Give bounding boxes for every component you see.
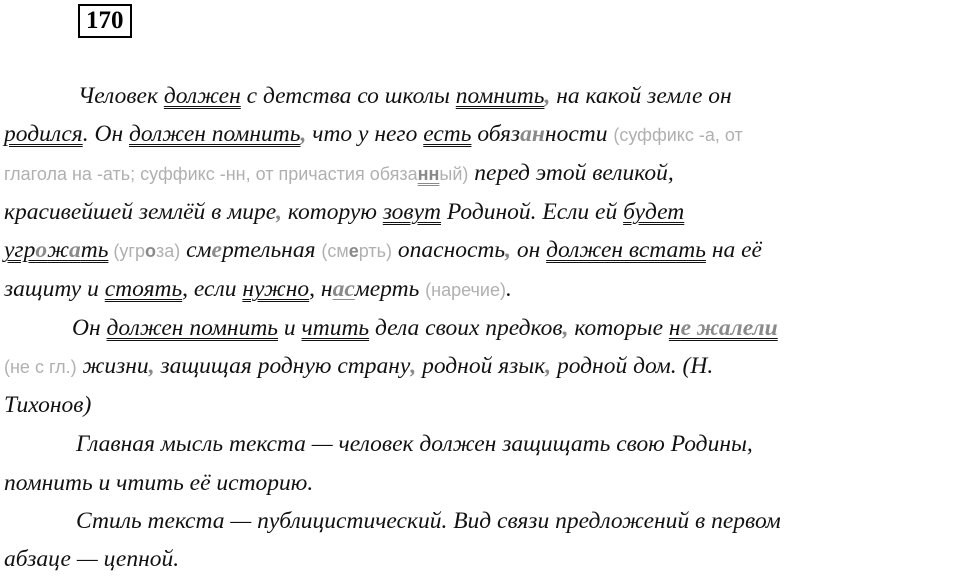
text: защиту и <box>4 276 105 302</box>
text: Человек <box>78 83 164 109</box>
comma-mark: , <box>410 353 417 379</box>
text-line-7 <box>72 315 778 342</box>
comma-mark: , <box>545 353 552 379</box>
comma-mark: , <box>276 199 283 225</box>
comma-mark: , <box>562 315 569 341</box>
text-line-2 <box>4 121 743 148</box>
grammar-note: ый) <box>439 164 469 184</box>
grammar-note: глагола на -ать; суффикс -нн, от причастия обяза <box>4 164 418 184</box>
comma-mark: , <box>148 353 155 379</box>
comma-mark: , <box>505 237 511 263</box>
text-line-9: Тихонов) <box>4 392 92 418</box>
text: . <box>505 276 512 302</box>
text: которую <box>282 199 383 225</box>
text: красивейшей землёй в мире <box>4 199 277 225</box>
text: ж <box>47 237 69 263</box>
text-line-11: помнить и чтить её историю. <box>4 470 314 496</box>
text: . Он <box>82 121 129 147</box>
text: ртельная <box>221 237 322 263</box>
text-line-6 <box>4 276 512 303</box>
text: дела своих предков <box>369 315 563 341</box>
predicate: есть <box>423 121 472 147</box>
comma-mark: , <box>182 276 189 302</box>
predicate: должен помнить <box>128 121 301 147</box>
predicate: помнить <box>455 83 545 109</box>
highlighted-letter: е <box>348 241 359 261</box>
text-line-12: Стиль текста — публицистический. Вид связи предложений в первом <box>76 508 781 534</box>
comma-mark: , <box>309 276 316 302</box>
text-line-10: Главная мысль текста — человек должен защищать свою Родины, <box>76 431 753 457</box>
highlighted-letters: е жалели <box>680 315 778 341</box>
grammar-note: (наречие) <box>425 280 506 300</box>
grammar-note: за) <box>155 241 181 261</box>
predicate <box>4 237 108 263</box>
text: на её <box>705 237 762 263</box>
predicate: стоять <box>104 276 183 302</box>
text: которые <box>568 315 669 341</box>
text-line-8 <box>4 353 713 380</box>
text: родной язык <box>416 353 546 379</box>
predicate: чтить <box>301 315 370 341</box>
text: что у него <box>306 121 424 147</box>
predicate: должен встать <box>546 237 706 263</box>
text-line-4 <box>4 199 684 226</box>
text: жизни <box>76 353 149 379</box>
highlighted-letter: о <box>35 237 48 263</box>
predicate: будет <box>623 199 685 225</box>
text: с детства со школы <box>240 83 456 109</box>
predicate <box>669 315 778 341</box>
text: ть <box>80 237 109 263</box>
text: защищая родную страну <box>154 353 411 379</box>
comma-mark: , <box>544 83 551 109</box>
text: он <box>510 237 547 263</box>
text: родной дом. (Н. <box>551 353 714 379</box>
text: см <box>180 237 212 263</box>
highlighted-letter: а <box>68 237 81 263</box>
text: угр <box>4 237 36 263</box>
text-line-5 <box>4 237 762 264</box>
exercise-number: 170 <box>78 4 132 38</box>
text: опасность <box>392 237 506 263</box>
grammar-note: (угр <box>108 241 145 261</box>
grammar-note: (см <box>321 241 349 261</box>
comma-mark: , <box>300 121 307 147</box>
highlighted-letter: о <box>144 241 156 261</box>
text: Родиной. Если ей <box>441 199 624 225</box>
highlighted-letters: нн <box>417 164 440 184</box>
text: Он <box>72 315 107 341</box>
highlighted-letter: е <box>211 237 222 263</box>
predicate: родился <box>4 121 83 147</box>
text: если <box>188 276 243 302</box>
text-line-1 <box>78 83 732 110</box>
text: на какой земле он <box>550 83 732 109</box>
text-line-3 <box>4 160 674 187</box>
grammar-note: (суффикс -а, от <box>613 125 743 145</box>
grammar-note: рть) <box>358 241 393 261</box>
highlighted-letters: ас <box>332 276 355 302</box>
text: ности <box>544 121 614 147</box>
text-line-13: абзаце — цепной. <box>4 546 180 572</box>
grammar-note: (не с гл.) <box>4 357 77 377</box>
highlighted-letters: ан <box>520 121 545 147</box>
predicate: зовут <box>382 199 442 225</box>
text: мерть <box>354 276 426 302</box>
text: и <box>278 315 302 341</box>
predicate: должен помнить <box>106 315 279 341</box>
predicate: нужно <box>242 276 310 302</box>
predicate: должен <box>163 83 241 109</box>
text: обяз <box>471 121 521 147</box>
text: н <box>315 276 333 302</box>
text: н <box>668 315 681 341</box>
text: перед этой великой, <box>468 160 674 186</box>
